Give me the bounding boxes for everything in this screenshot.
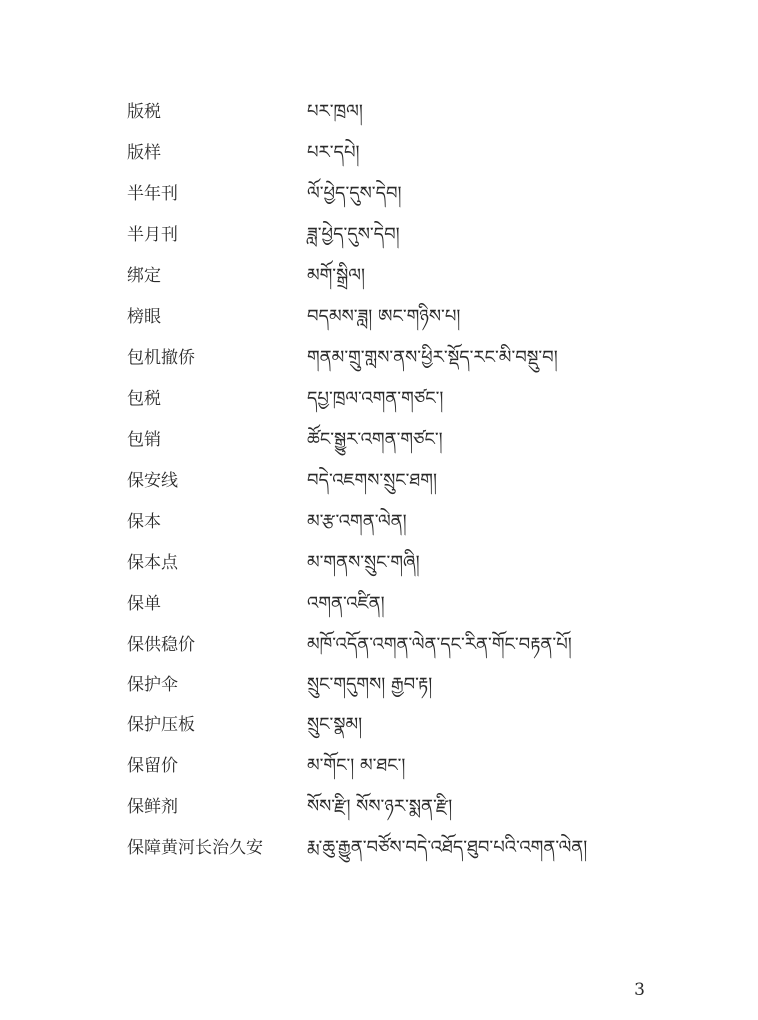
tibetan-translation: མགོ་སྒྲིལ། [307,265,365,286]
tibetan-translation: བདེ་འཇགས་སྲུང་ཐག། [307,470,437,491]
glossary-entry [127,178,667,210]
glossary-entry [127,301,667,333]
chinese-term: 保鲜剂 [127,797,178,817]
tibetan-translation: དཔྱ་ཁྲལ་འགན་གཙང་། [307,388,444,409]
tibetan-translation: བདམས་ཟླ། ཨང་གཉིས་པ། [307,306,461,327]
glossary-list [127,96,667,873]
tibetan-translation: ལོ་ཕྱེད་དུས་དེབ། [307,183,402,204]
tibetan-translation: མཁོ་འདོན་འགན་ལེན་དང་རིན་གོང་བརྟན་པོ། [307,634,572,655]
glossary-entry [127,383,667,415]
glossary-entry [127,219,667,251]
chinese-term: 半月刊 [127,225,178,245]
chinese-term: 保护压板 [127,715,195,735]
chinese-term: 保护伞 [127,675,178,695]
chinese-term: 保留价 [127,756,178,776]
glossary-entry [127,96,667,128]
glossary-entry [127,629,667,661]
glossary-entry [127,588,667,620]
tibetan-translation: འགན་འཛིན། [307,593,385,614]
chinese-term: 半年刊 [127,184,178,204]
tibetan-translation: མ་གནས་སྲུང་གཞི། [307,552,420,573]
chinese-term: 包销 [127,430,161,450]
glossary-entry [127,547,667,579]
tibetan-translation: པར་དཔེ། [307,142,360,163]
tibetan-translation: མ་གོང་། མ་ཐང་། [307,755,406,776]
chinese-term: 保单 [127,594,161,614]
tibetan-translation: ཚོང་སྒྱུར་འགན་གཙང་། [307,429,443,450]
chinese-term: 版税 [127,102,161,122]
tibetan-translation: ཟླ་ཕྱེད་དུས་དེབ། [307,224,400,245]
tibetan-translation: སྲུང་སྣམ། [307,714,363,735]
tibetan-translation: གནམ་གྲུ་གླས་ནས་ཕྱིར་སྡོད་རང་མི་བསྡུ་བ། [307,347,558,368]
glossary-entry [127,465,667,497]
chinese-term: 保本点 [127,553,178,573]
tibetan-translation: མ་རྩ་འགན་ལེན། [307,511,407,532]
chinese-term: 保供稳价 [127,635,195,655]
tibetan-translation: སྲུང་གདུགས། རྒྱབ་རྟ། [307,674,433,695]
chinese-term: 包税 [127,389,161,409]
chinese-term: 包机撤侨 [127,348,195,368]
chinese-term: 保本 [127,512,161,532]
chinese-term: 绑定 [127,266,161,286]
chinese-term: 保障黄河长治久安 [127,838,263,858]
glossary-entry [127,669,667,701]
glossary-entry [127,709,667,741]
glossary-entry [127,424,667,456]
glossary-entry [127,260,667,292]
tibetan-translation: སོས་རྫི། སོས་ཉར་སྨན་རྫི། [307,796,453,817]
glossary-entry [127,791,667,823]
glossary-entry [127,750,667,782]
tibetan-translation: རྨ་ཆུ་རྒྱུན་བཙོས་བདེ་འཐོད་ཐུབ་པའི་འགན་ལེན། [307,837,588,858]
chinese-term: 榜眼 [127,307,161,327]
tibetan-translation: པར་ཁྲལ། [307,101,363,122]
chinese-term: 版样 [127,143,161,163]
glossary-entry [127,832,667,864]
glossary-entry [127,342,667,374]
glossary-entry [127,137,667,169]
glossary-entry [127,506,667,538]
page-number: 3 [634,980,645,1000]
chinese-term: 保安线 [127,471,178,491]
